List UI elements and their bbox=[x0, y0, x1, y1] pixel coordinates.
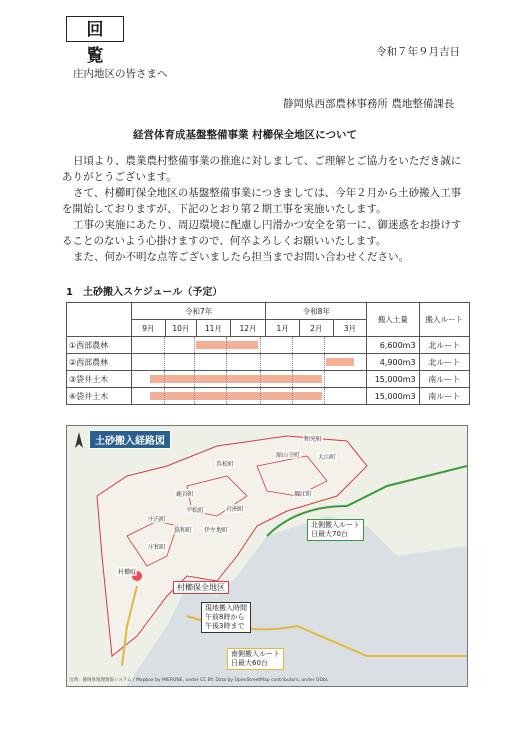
document-title: 経営体育成基盤整備事業 村櫛保全地区について bbox=[133, 129, 357, 141]
south-route-name: 南側搬入ルート bbox=[231, 650, 280, 658]
contractor-name: ③袋井土木 bbox=[67, 371, 132, 388]
north-route-name: 北側搬入ルート bbox=[311, 521, 360, 529]
timeline-cell bbox=[132, 371, 367, 388]
hours-from: 午前8時から bbox=[205, 613, 245, 621]
timeline-cell bbox=[132, 337, 367, 354]
month-divider bbox=[226, 388, 227, 404]
map-label: 呉松町 bbox=[216, 461, 235, 468]
map-graphic bbox=[67, 426, 467, 686]
body-line-7: また、何か不明な点等ございましたら担当までお問い合わせください。 bbox=[73, 251, 409, 263]
month-divider bbox=[324, 354, 325, 370]
map-label: 庄和町 bbox=[148, 544, 167, 551]
schedule-heading: 1 土砂搬入スケジュール（予定） bbox=[66, 287, 223, 298]
south-route-callout bbox=[227, 648, 284, 670]
route-cell: 北ルート bbox=[419, 354, 469, 371]
month-divider bbox=[164, 388, 165, 404]
blank-header-cell bbox=[67, 303, 132, 337]
route-header: 搬入ルート bbox=[419, 303, 469, 337]
north-route-limit: 日最大70台 bbox=[311, 530, 348, 538]
schedule-row bbox=[67, 371, 470, 388]
month-divider bbox=[260, 354, 261, 370]
hours-title: 現地搬入時間 bbox=[205, 604, 247, 612]
schedule-header-row bbox=[67, 303, 470, 320]
month-header: 1月 bbox=[266, 320, 300, 337]
map-label: 平松町 bbox=[186, 507, 205, 514]
month-divider bbox=[324, 371, 325, 387]
month-header: 3月 bbox=[333, 320, 367, 337]
body-line-4: を開始しておりますが、下記のとおり第２期工事を実施いたします。 bbox=[62, 203, 387, 215]
month-divider bbox=[292, 337, 293, 353]
month-header: 2月 bbox=[299, 320, 333, 337]
schedule-row bbox=[67, 388, 470, 405]
map-label: 鹿谷町 bbox=[176, 491, 195, 498]
body-line-1: 日頃より、農業農村整備事業の推進に対しまして、ご理解とご協力をいただき誠に bbox=[73, 155, 462, 167]
route-cell: 南ルート bbox=[419, 388, 469, 405]
year-header-1: 令和7年 bbox=[132, 303, 266, 320]
month-divider bbox=[194, 354, 195, 370]
volume-cell: 6,600m3 bbox=[367, 337, 419, 354]
volume-header: 搬入土量 bbox=[367, 303, 419, 337]
route-cell: 北ルート bbox=[419, 337, 469, 354]
timeline-cell bbox=[132, 388, 367, 405]
map-label: 和光町 bbox=[304, 436, 323, 443]
route-map bbox=[66, 425, 468, 687]
sender: 静岡県西部農林事務所 農地整備課長 bbox=[283, 98, 455, 110]
schedule-bar bbox=[150, 375, 322, 383]
map-title: 土砂搬入経路図 bbox=[89, 430, 171, 449]
hours-to: 午後3時まで bbox=[205, 622, 245, 630]
month-divider bbox=[324, 337, 325, 353]
circulate-stamp: 回 覧 bbox=[66, 16, 124, 42]
schedule-bar bbox=[150, 392, 322, 400]
month-divider bbox=[194, 388, 195, 404]
map-credit: 出典：静岡県地理情報システム / Mapbox by MIERUNE, under CC BY. Data by OpenStreetMap contributors, under ODbL bbox=[69, 678, 329, 683]
schedule-bar bbox=[326, 358, 354, 366]
north-route-callout bbox=[307, 519, 364, 541]
recipient: 庄内地区の皆さまへ bbox=[73, 68, 168, 80]
map-label: 協和町 bbox=[174, 527, 193, 534]
month-divider bbox=[260, 337, 261, 353]
contractor-name: ②西部農林 bbox=[67, 354, 132, 371]
year-header-2: 令和8年 bbox=[266, 303, 367, 320]
body-line-3: さて、村櫛町保全地区の基盤整備事業につきましては、今年２月から土砂搬入工事 bbox=[73, 187, 462, 199]
body-line-5: 工事の実施にあたり、周辺環境に配慮し円滑かつ安全を第一に、御迷惑をお掛けす bbox=[73, 219, 462, 231]
volume-cell: 4,900m3 bbox=[367, 354, 419, 371]
map-label: 堀江町 bbox=[294, 491, 313, 498]
month-divider bbox=[292, 371, 293, 387]
month-header: 11月 bbox=[197, 320, 231, 337]
issue-date: 令和７年９月吉日 bbox=[376, 46, 460, 58]
route-cell: 南ルート bbox=[419, 371, 469, 388]
month-divider bbox=[226, 371, 227, 387]
volume-cell: 15,000m3 bbox=[367, 371, 419, 388]
map-label: 舘山寺町 bbox=[276, 452, 301, 459]
month-divider bbox=[260, 371, 261, 387]
contractor-name: ④袋井土木 bbox=[67, 388, 132, 405]
map-label: 大山町 bbox=[318, 454, 337, 461]
month-header: 9月 bbox=[132, 320, 166, 337]
month-divider bbox=[164, 354, 165, 370]
body-line-2: ありがとうございます。 bbox=[62, 171, 177, 183]
month-divider bbox=[324, 388, 325, 404]
month-divider bbox=[164, 337, 165, 353]
body-line-6: ることのないよう心掛けますので、何卒よろしくお願いいたします。 bbox=[62, 235, 387, 247]
month-header: 12月 bbox=[230, 320, 266, 337]
map-label: 白洲町 bbox=[226, 506, 245, 513]
month-divider bbox=[226, 354, 227, 370]
schedule-row bbox=[67, 354, 470, 371]
schedule-row bbox=[67, 337, 470, 354]
south-route-limit: 日最大60台 bbox=[231, 659, 268, 667]
timeline-cell bbox=[132, 354, 367, 371]
site-label: 村櫛保全地区 bbox=[173, 581, 229, 594]
volume-cell: 15,000m3 bbox=[367, 388, 419, 405]
schedule-table bbox=[66, 302, 470, 405]
month-divider bbox=[164, 371, 165, 387]
map-label: 庄内町 bbox=[148, 516, 167, 523]
month-divider bbox=[292, 388, 293, 404]
month-divider bbox=[292, 354, 293, 370]
month-header: 10月 bbox=[165, 320, 196, 337]
month-divider bbox=[194, 337, 195, 353]
hours-callout bbox=[201, 602, 251, 633]
month-divider bbox=[260, 388, 261, 404]
month-divider bbox=[226, 337, 227, 353]
map-label: 村櫛町 bbox=[118, 569, 137, 576]
schedule-bar bbox=[196, 341, 258, 349]
month-divider bbox=[194, 371, 195, 387]
map-label: 伊左地町 bbox=[204, 527, 229, 534]
contractor-name: ①西部農林 bbox=[67, 337, 132, 354]
